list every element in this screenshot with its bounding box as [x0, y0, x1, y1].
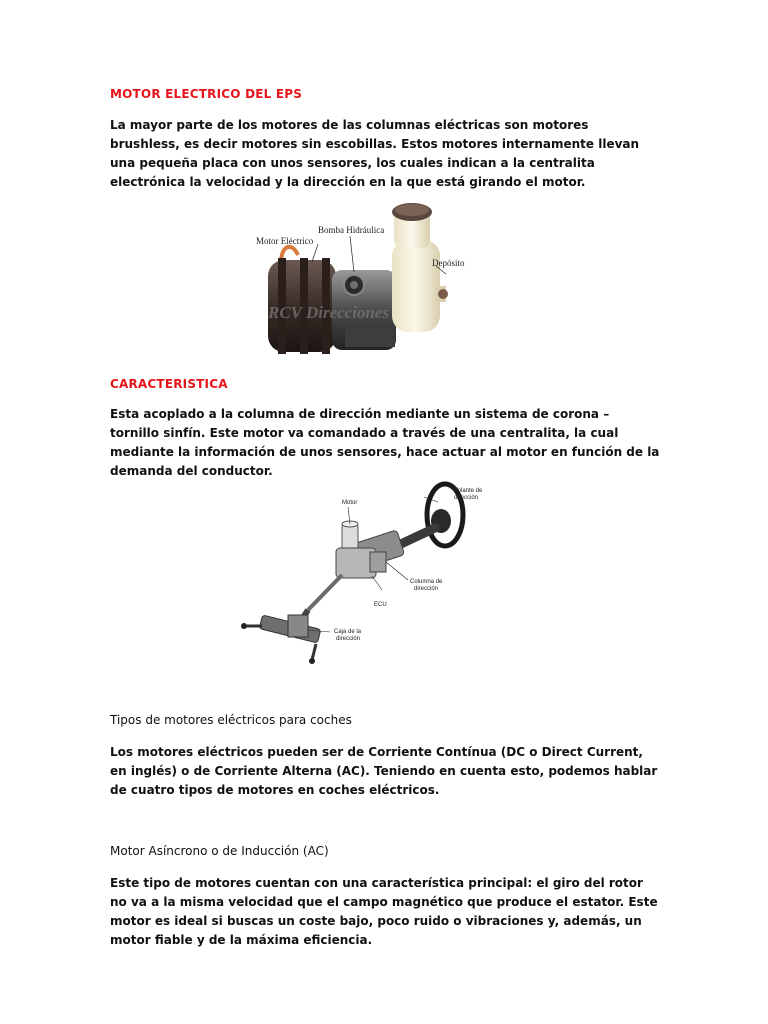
label-deposito: Depósito: [432, 258, 465, 268]
label-volante-1: Volante de: [454, 488, 483, 494]
paragraph-motor-electrico: La mayor parte de los motores de las columnas eléctricas son motores brushless, es decir motores sin escobillas. Estos motores internamente llevan una pequeña placa con unos sensores, los cuales indican a la centralita electrónica la velocidad y la dirección en la que está girando el motor.: [110, 118, 640, 189]
label-ecu: ECU: [374, 602, 387, 608]
label-caja-2: dirección: [336, 636, 361, 642]
section-title-motor-electrico: MOTOR ELECTRICO DEL EPS: [110, 87, 303, 101]
paragraph-caracteristica: Esta acoplado a la columna de dirección mediante un sistema de corona – tornillo sinfín. Este motor va comandado a través de una centralita, la cual mediante la información de unos sensores, hace actuar al motor en función de la demanda del conductor.: [110, 407, 660, 478]
paragraph-asincrono: Este tipo de motores cuentan con una característica principal: el giro del rotor no va a la misma velocidad que el campo magnético que produce el estator. Este motor es ideal si buscas un coste bajo, poco ruido o vibraciones y, además, un motor fiable y de la máxima eficiencia.: [110, 876, 658, 947]
section-title-asincrono: Motor Asíncrono o de Inducción (AC): [110, 844, 329, 858]
label-motor-electrico: Motor Eléctrico: [256, 236, 314, 246]
section-title-tipos: Tipos de motores eléctricos para coches: [110, 713, 352, 727]
label-columna-1: Columna de: [410, 579, 443, 585]
label-caja-1: Caja de la: [334, 629, 362, 635]
label-motor: Motor: [342, 500, 358, 506]
section-title-caracteristica: CARACTERISTICA: [110, 377, 228, 391]
label-bomba-hidraulica: Bomba Hidráulica: [318, 225, 385, 235]
label-volante-2: dirección: [454, 495, 479, 501]
steering-column-diagram: [238, 480, 498, 670]
paragraph-tipos: Los motores eléctricos pueden ser de Corriente Contínua (DC o Direct Current, en inglés) o de Corriente Alterna (AC). Teniendo en cuenta esto, podemos hablar de cuatro tipos de motores en coches eléctricos.: [110, 745, 658, 797]
watermark-rcv: RCV Direcciones: [268, 303, 390, 322]
eps-pump-image: [250, 200, 480, 365]
label-columna-2: dirección: [414, 586, 439, 592]
